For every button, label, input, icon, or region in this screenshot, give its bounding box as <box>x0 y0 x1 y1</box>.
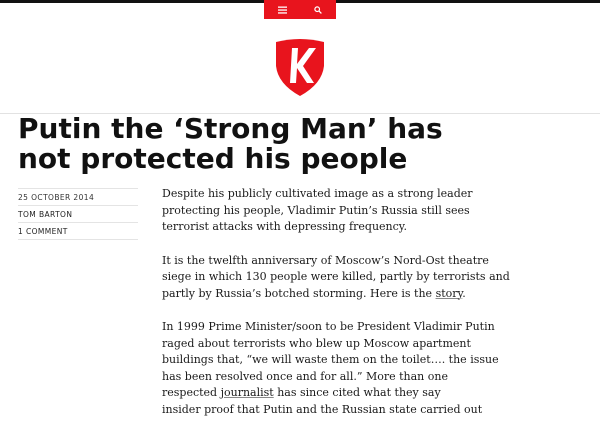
paragraph <box>162 319 507 418</box>
text-fragment: has since cited what they say <box>273 386 441 399</box>
text-line: protecting his people, Vladimir Putin’s Russia still sees <box>162 203 470 217</box>
search-icon <box>314 6 322 14</box>
journalist-link[interactable]: journalist <box>220 386 274 399</box>
paragraph <box>162 186 507 236</box>
text-line <box>162 352 507 369</box>
post-title-line: not protected his people <box>18 142 408 175</box>
post-comments-link[interactable]: 1 COMMENT <box>18 222 138 240</box>
k-shield-logo[interactable] <box>274 36 326 96</box>
post-title <box>18 114 578 174</box>
hamburger-menu-icon <box>278 6 287 14</box>
text-fragment: partly by Russia’s botched storming. Here is the <box>162 286 436 300</box>
post-title-line: Putin the ‘Strong Man’ has <box>18 112 443 145</box>
header-nav <box>264 0 336 19</box>
text-line: siege in which 130 people were killed, partly by terrorists and <box>162 270 510 283</box>
text-line: raged about terrorists who blew up Moscow apartment <box>162 336 471 350</box>
text-line: It is the twelfth anniversary of Moscow’s Nord-Ost theatre <box>162 253 489 267</box>
text-line: Despite his publicly cultivated image as a strong leader <box>162 187 473 200</box>
post-meta <box>18 188 138 240</box>
post-author-link[interactable]: TOM BARTON <box>18 205 138 222</box>
text-line <box>162 385 507 402</box>
text-fragment: buildings that, “we will waste them on the toilet…. the issue <box>162 353 499 366</box>
post-date: 25 OCTOBER 2014 <box>18 188 138 205</box>
text-line: In 1999 Prime Minister/soon to be President Vladimir Putin <box>162 320 495 333</box>
text-line <box>162 286 507 303</box>
text-line: insider proof that Putin and the Russian state carried out <box>162 402 483 416</box>
text-fragment: respected <box>162 386 221 399</box>
story-link[interactable]: story <box>435 286 463 300</box>
menu-button[interactable] <box>264 0 300 19</box>
search-button[interactable] <box>300 0 336 19</box>
text-fragment: . <box>462 286 466 300</box>
text-line: has been resolved once and for all.” More than one <box>162 369 448 383</box>
text-line: terrorist attacks with depressing frequency. <box>162 220 408 233</box>
paragraph <box>162 253 510 303</box>
post-content <box>162 186 510 435</box>
